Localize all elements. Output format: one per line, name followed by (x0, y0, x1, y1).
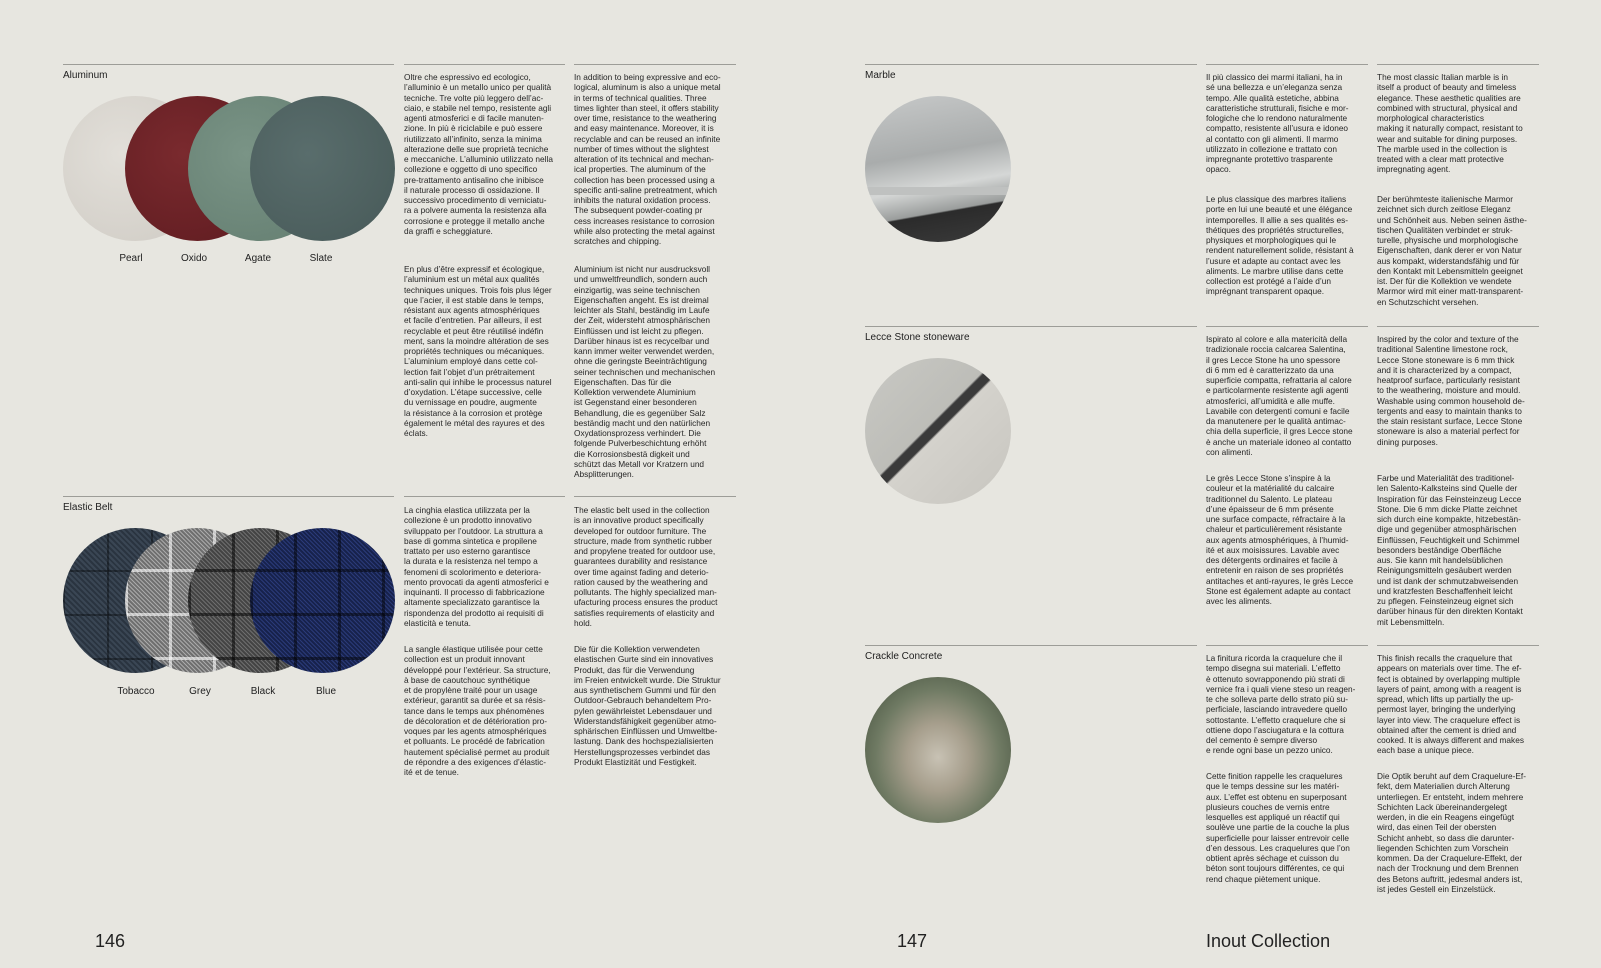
swatch-label-blue: Blue (315, 686, 336, 697)
belt-text-de: Die für die Kollektion verwendeten elastischen Gurte sind ein innovatives Produkt, das für die Verwendung im Freien entwickelt wurde. Die Struktur aus synthetischem Gummi und für den Outdoor-Gebrauch behandeltem Pro- pylen gewährleistet Lebensdauer und Widerstandsfähigkeit gegenüber atmo- sphärischen Einflüssen und Umweltbe- lastung. Dank des hochspezialisierten Herstellungsprozesses verbindet das Produkt Elastizität und Festigkeit. (574, 644, 721, 767)
crackle-text-fr: Cette finition rappelle les craquelures que le temps dessine sur les matéri- aux. L’effet est obtenu en superposant plusieurs couches de vernis entre lesquelles est appliqué un réactif qui soulève une partie de la couche la plus superficielle pour laisser entrevoir celle d’en dessous. Les craquelures que l’on obtient après séchage et cuisson du béton sont toujours différentes, ce qui rend chaque piètement unique. (1206, 771, 1350, 884)
aluminum-text-fr: En plus d’être expressif et écologique, l’aluminium est un métal aux qualités techniques uniques. Trois fois plus léger que l’acier, il est stable dans le temps, résistant aux agents atmosphériques et facile d’entretien. Par ailleurs, il est recyclable et peut être réutilisé indéfin ment, sans la moindre altération de ses propriétés techniques ou mécaniques. L’aluminium employé dans cette col- lection fait l’objet d’un prétraitement anti-salin qui inhibe le processus naturel d’oxydation. L’étape successive, celle du vernissage en poudre, augmente la résistance à la corrosion et protège également le métal des rayures et des éclats. (404, 264, 552, 438)
belt-text-en: The elastic belt used in the collection is an innovative product specifically developed for outdoor furniture. The structure, made from synthetic rubber and propylene treated for outdoor use, guarantees durability and resistance over time against fading and deterio- ration caused by the weathering and pollutants. The highly specialized man- ufacturing process ensures the product satisfies requirements of elasticity and hold. (574, 505, 718, 628)
aluminum-text-en: In addition to being expressive and eco- logical, aluminum is also a unique metal in terms of technical qualities. Three times lighter than steel, it offers stability over time, resistance to the weathering and easy maintenance. Moreover, it is recyclable and can be reused an infinite number of times without the slightest alteration of its technical and mechan- ical properties. The aluminum of the collection has been processed using a specific anti-saline pretreatment, which inhibits the natural oxidation process. The subsequent powder-coating pr cess increases resistance to corrosion while also protecting the metal against scratches and chipping. (574, 72, 721, 246)
aluminum-title: Aluminum (63, 70, 108, 81)
swatch-label-oxido: Oxido (180, 253, 208, 264)
marble-rule-en (1377, 64, 1539, 65)
belt-rule (63, 496, 394, 497)
crackle-rule-it (1206, 645, 1368, 646)
marble-photo (865, 96, 1011, 242)
swatch-label-pearl: Pearl (119, 253, 143, 264)
marble-text-de: Der berühmteste italienische Marmor zeichnet sich durch zeitlose Eleganz und Schönheit aus. Neben seinen ästhe- tischen Qualitäten verbindet er struk- turelle, physische und morphologische Eigenschaften, dank derer er von Natur aus kompakt, widerstandsfähig und für den Kontakt mit Lebensmitteln geeignet ist. Der für die Kollektion ve wendete Marmor wird mit einer matt-transparent- en Schutzschicht versehen. (1377, 194, 1527, 307)
lecce-photo (865, 358, 1011, 504)
marble-rule (865, 64, 1197, 65)
crackle-rule (865, 645, 1197, 646)
belt-text-it: La cinghia elastica utilizzata per la collezione è un prodotto innovativo sviluppato per l’outdoor. La struttura a base di gomma sintetica e propilene trattato per uso esterno garantisce la durata e la resistenza nel tempo a fenomeni di scolorimento e deteriora- mento provocati da agenti atmosferici e inquinanti. Il processo di fabbricazione altamente specializzato garantisce la rispondenza del prodotto ai requisiti di elasticità e tenuta. (404, 505, 549, 628)
lecce-rule (865, 326, 1197, 327)
lecce-text-it: Ispirato al colore e alla matericità della tradizionale roccia calcarea Salentina, il gres Lecce Stone ha uno spessore di 6 mm ed è caratterizzato da una superficie compatta, refrattaria al calore e particolarmente resistente agli agenti atmosferici, all’umidità e alle muffe. Lavabile con detergenti comuni e facile da manutenere per le qualità antimac- chia della superficie, il gres Lecce stone è anche un materiale idoneo al contatto con alimenti. (1206, 334, 1353, 457)
footer-title: Inout Collection (1206, 931, 1331, 951)
swatch-slate (250, 96, 395, 241)
swatch-blue (250, 528, 395, 673)
crackle-photo (865, 677, 1011, 823)
crackle-text-en: This finish recalls the craquelure that appears on materials over time. The ef- fect is obtained by overlapping multiple layers of paint, among with a reagent is spread, which lifts up partially the up- permost layer, bringing the underlying layer into view. The craquelure effect is obtained after the cement is dried and cooked. It is always different and makes each base a unique piece. (1377, 653, 1524, 756)
aluminum-text-it: Oltre che espressivo ed ecologico, l’alluminio è un metallo unico per qualità tecniche. Tre volte più leggero dell’ac- ciaio, e stabile nel tempo, resistente agli agenti atmosferici e di facile manuten- zione. In più è riciclabile e può essere riutilizzato all’infinito, senza la minima alterazione delle sue proprietà tecniche e meccaniche. L’alluminio utilizzato nella collezione e oggetto di uno specifico pre-trattamento antisalino che inibisce il naturale processo di ossidazione. Il successivo procedimento di verniciatu- ra a polvere aumenta la resistenza alla corrosione e protegge il metallo anche da graffi e scheggiature. (404, 72, 553, 236)
marble-title: Marble (865, 70, 896, 81)
crackle-text-it: La finitura ricorda la craquelure che il tempo disegna sui materiali. L’effetto è ottenuto sovrapponendo più strati di vernice fra i quali viene steso un reagen- te che solleva parte dello strato più su- perficiale, lasciando intravedere quello sottostante. L’effetto craquelure che si ottiene dopo l’asciugatura e la cottura del cemento è sempre diverso e rende ogni base un pezzo unico. (1206, 653, 1356, 756)
swatch-label-black: Black (250, 686, 276, 697)
swatch-label-tobacco: Tobacco (117, 686, 155, 697)
lecce-rule-it (1206, 326, 1368, 327)
swatch-label-grey: Grey (189, 686, 211, 697)
belt-title: Elastic Belt (63, 502, 113, 513)
marble-text-fr: Le plus classique des marbres italiens porte en lui une beauté et une élégance intemporelles. Il allie a ses qualités es- thétiques des propriétés structurelles, physiques et morphologiques qui le rendent naturellement solide, résistant à l’usure et adapte au contact avec les aliments. Le marbre utilise dans cette collection est protégé a l’aide d’un imprégnant transparent opaque. (1206, 194, 1354, 297)
lecce-rule-en (1377, 326, 1539, 327)
swatch-label-agate: Agate (244, 253, 272, 264)
page-number-right: 147 (897, 931, 928, 951)
aluminum-text-de: Aluminium ist nicht nur ausdrucksvoll und umweltfreundlich, sondern auch einzigartig, was seine technischen Eigenschaften angeht. Es ist dreimal leichter als Stahl, beständig im Laufe der Zeit, widersteht atmosphärischen Einflüssen und ist leicht zu pflegen. Darüber hinaus ist es recycelbar und kann immer weiter verwendet werden, ohne die geringste Beeinträchtigung seiner technischen und mechanischen Eigenschaften. Das für die Kollektion verwendete Aluminium ist Gegenstand einer besonderen Behandlung, die es gegenüber Salz beständig macht und den natürlichen Oxydationsprozess verhindert. Die folgende Pulverbeschichtung erhöht die Korrosionsbestä digkeit und schützt das Metall vor Kratzern und Absplitterungen. (574, 264, 716, 479)
aluminum-rule-it (404, 64, 565, 65)
swatch-label-slate: Slate (309, 253, 333, 264)
crackle-text-de: Die Optik beruht auf dem Craquelure-Ef- fekt, dem Materialien durch Alterung unterliegen. Er entsteht, indem mehrere Schichten Lack übereinandergelegt werden, in die ein Reagens eingefügt wird, das einen Teil der obersten Schicht anhebt, so dass die darunter- liegenden Schichten zum Vorschein kommen. Da der Craquelure-Effekt, der nach der Trocknung und dem Brennen des Betons auftritt, jedesmal anders ist, ist jedes Gestell ein Einzelstück. (1377, 771, 1526, 894)
belt-rule-it (404, 496, 565, 497)
lecce-text-de: Farbe und Materialität des traditionel- len Salento-Kalksteins sind Quelle der Inspiration für das Feinsteinzeug Lecce Stone. Die 6 mm dicke Platte zeichnet sich durch eine kompakte, hitzebestän- dige und gegenüber atmosphärischen Einflüssen, Feuchtigkeit und Schimmel besonders beständige Oberfläche aus. Sie kann mit handelsüblichen Reinigungsmitteln gesäubert werden und ist dank der schmutzabweisenden und kratzfesten Beschaffenheit leicht zu pflegen. Feinsteinzeug eignet sich darüber hinaus für den direkten Kontakt mit Lebensmitteln. (1377, 473, 1523, 627)
belt-text-fr: La sangle élastique utilisée pour cette collection est un produit innovant développé pour l’extérieur. Sa structure, à base de caoutchouc synthétique et de propylène traité pour un usage extérieur, garantit sa durée et sa résis- tance dans le temps aux phénomènes de décoloration et de détérioration pro- voques par les agents atmosphériques et polluants. Le procédé de fabrication hautement spécialisé permet au produit de répondre a des exigences d’élastic- ité et de tenue. (404, 644, 551, 777)
page-number-left: 146 (95, 931, 126, 951)
aluminum-rule-en (574, 64, 736, 65)
aluminum-rule (63, 64, 394, 65)
lecce-title: Lecce Stone stoneware (865, 332, 970, 343)
marble-text-it: Il più classico dei marmi italiani, ha in sé una bellezza e un’eleganza senza tempo. Alle qualità estetiche, abbina caratteristiche strutturali, fisiche e mor- fologiche che lo rendono naturalmente compatto, resistente all’usura e idoneo al contatto con gli alimenti. Il marmo utilizzato in collezione e trattato con impregnante protettivo trasparente opaco. (1206, 72, 1349, 175)
marble-text-en: The most classic Italian marble is in itself a product of beauty and timeless elegance. These aesthetic qualities are combined with structural, physical and morphological characteristics making it naturally compact, resistant to wear and suitable for dining purposes. The marble used in the collection is treated with a clear matt protective impregnating agent. (1377, 72, 1523, 175)
lecce-text-fr: Le grès Lecce Stone s’inspire à la couleur et la matérialité du calcaire traditionnel du Salento. Le plateau d’une épaisseur de 6 mm présente une surface compacte, réfractaire à la chaleur et particulièrement résistante aux agents atmosphériques, à l’humid- ité et aux moisissures. Lavable avec des détergents ordinaires et facile à entretenir en raison de ses propriétés antitaches et anti-rayures, le grès Lecce Stone est également adapte au contact avec les aliments. (1206, 473, 1354, 606)
crackle-title: Crackle Concrete (865, 651, 943, 662)
crackle-rule-en (1377, 645, 1539, 646)
marble-rule-it (1206, 64, 1368, 65)
belt-rule-en (574, 496, 736, 497)
lecce-text-en: Inspired by the color and texture of the traditional Salentine limestone rock, Lecce Stone stoneware is 6 mm thick and it is characterized by a compact, heatproof surface, particularly resistant to the weathering, moisture and mould. Washable using common household de- tergents and easy to maintain thanks to the stain resistant surface, Lecce Stone stoneware is also a material perfect for dining purposes. (1377, 334, 1525, 447)
